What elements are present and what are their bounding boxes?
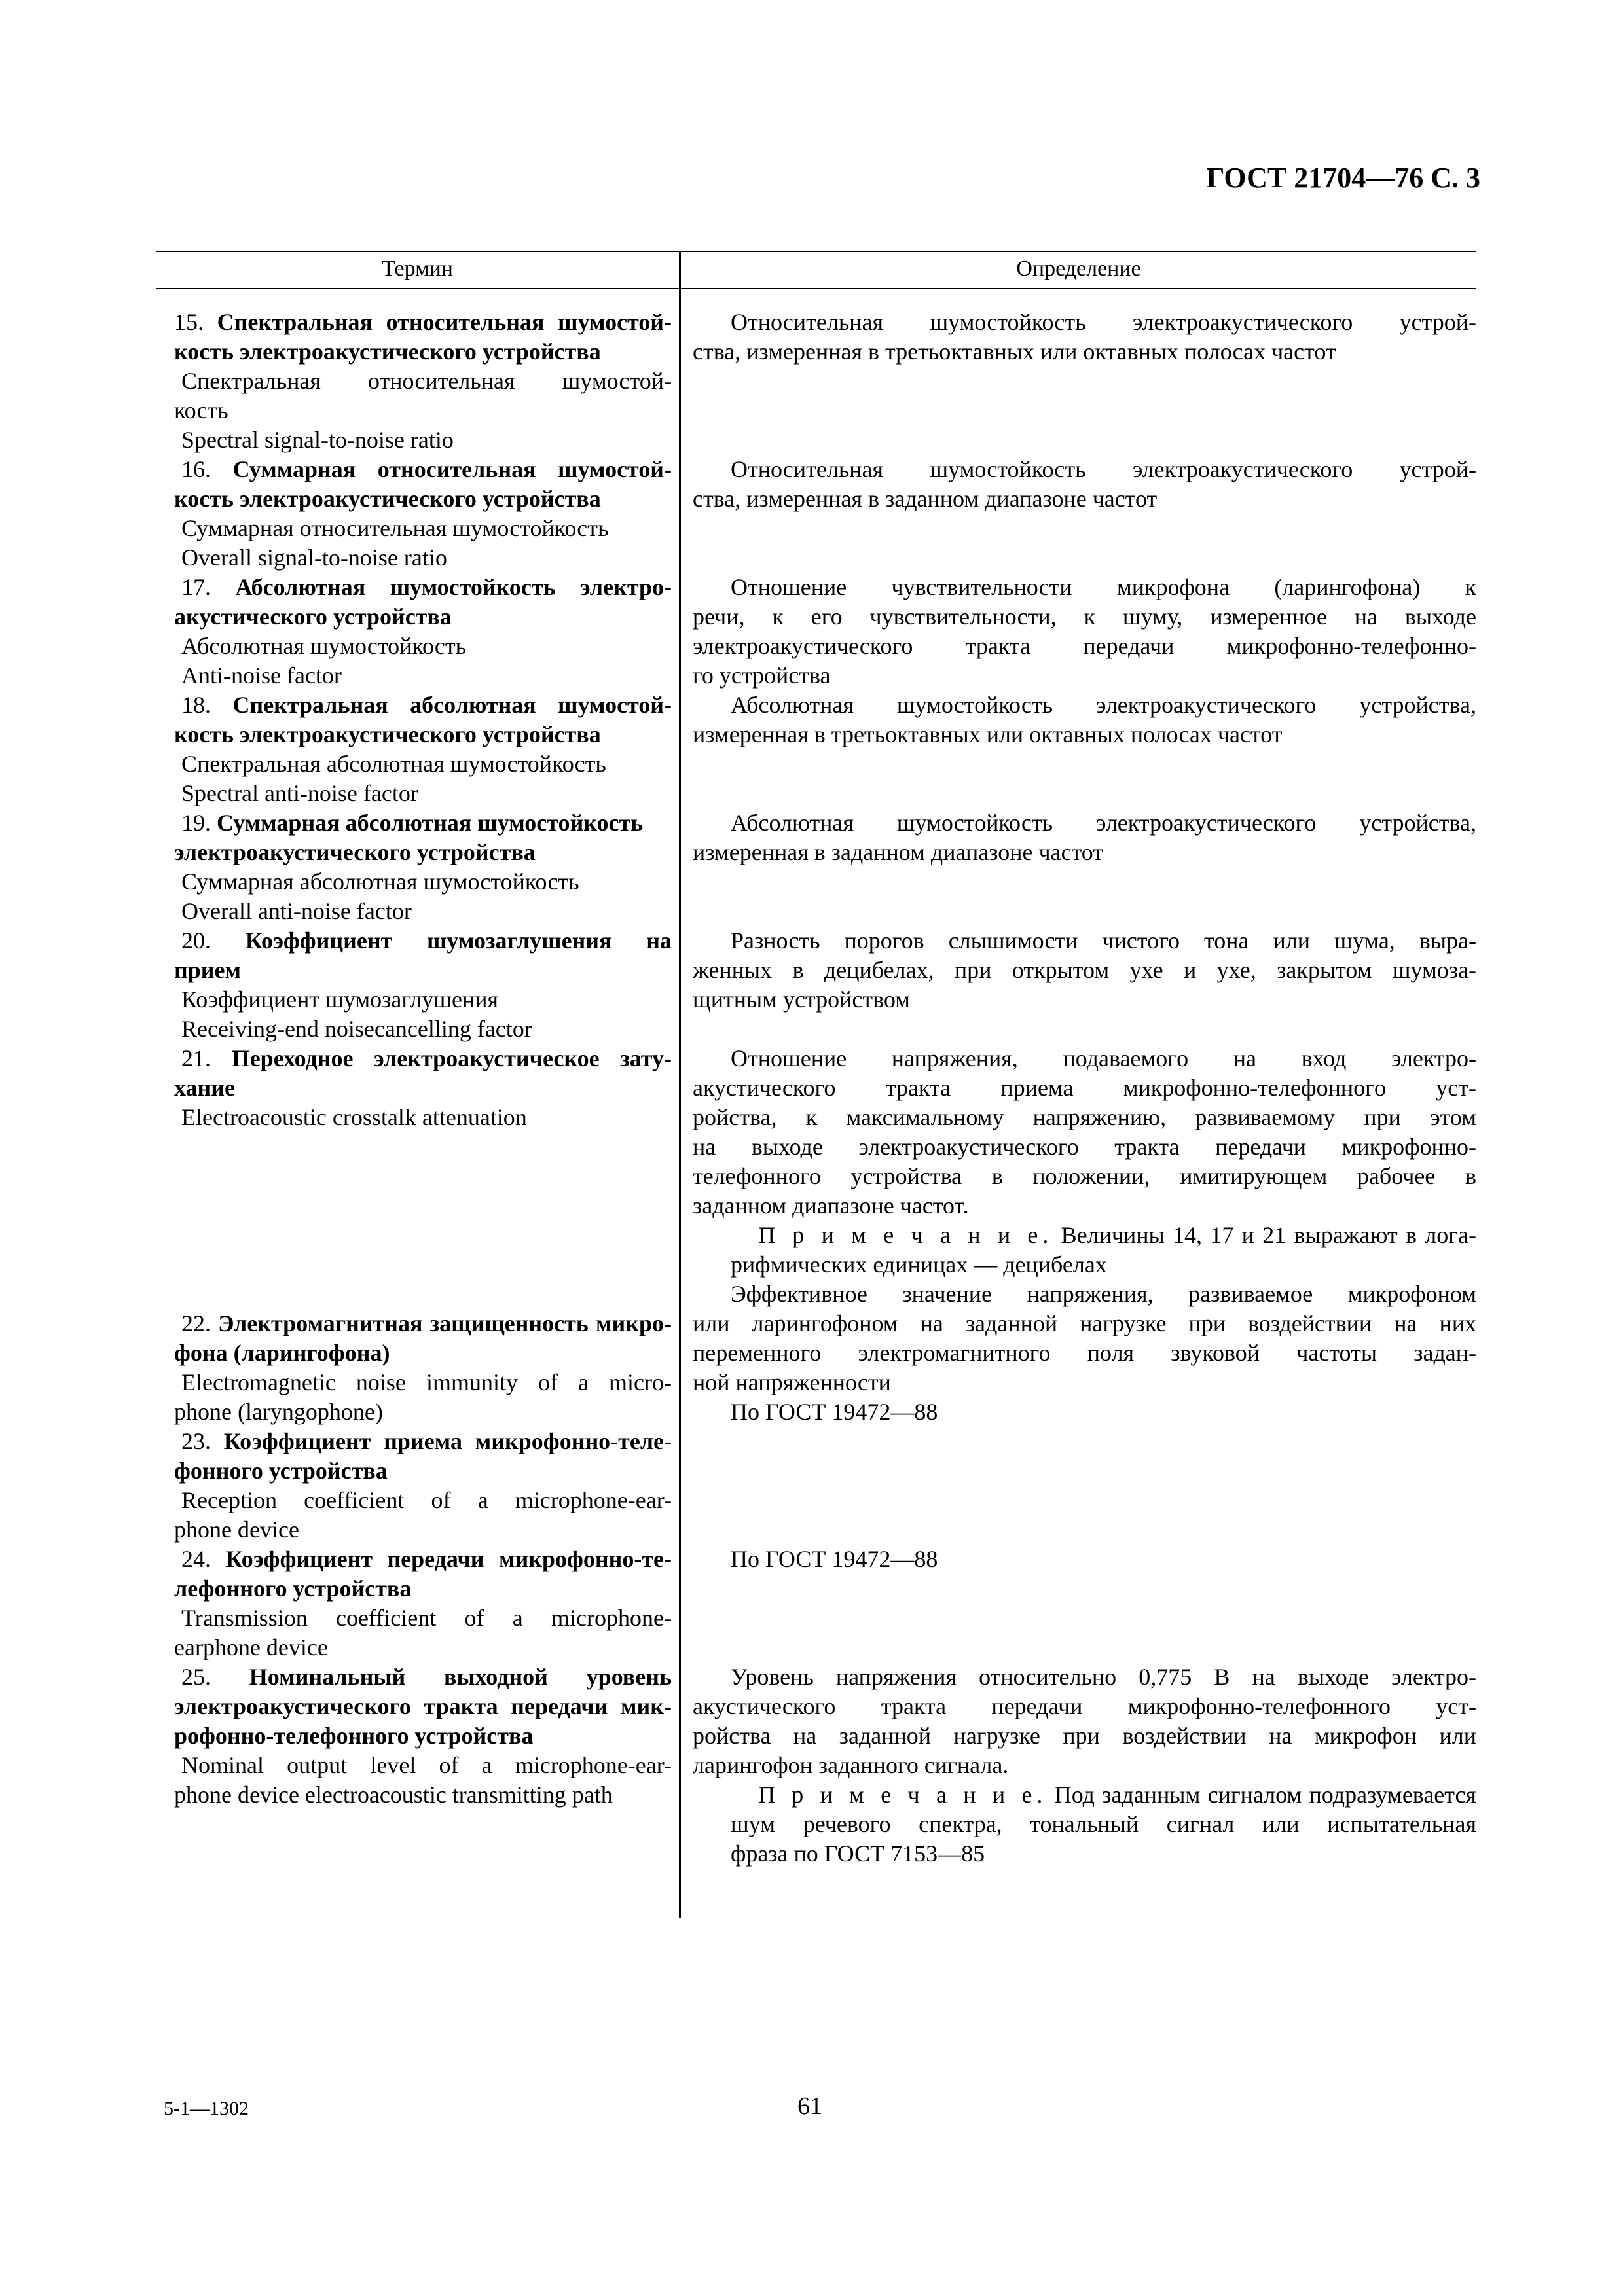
definition-line (693, 897, 1476, 926)
term-number: 22. (181, 1310, 219, 1336)
term-line (174, 1751, 672, 1780)
definition-line (693, 1839, 1476, 1869)
term-title: Переходное электроакустическое зату- (231, 1045, 672, 1071)
definition-text: По ГОСТ 19472—88 (731, 1546, 938, 1572)
term-line (174, 1633, 672, 1662)
definition-text: Под заданным сигналом подразумевается (1047, 1782, 1476, 1808)
definition-line (693, 1397, 1476, 1427)
definition-line (693, 1692, 1476, 1721)
definition-line (693, 985, 1476, 1014)
term-title: Спектральная абсолютная шумостой- (232, 692, 672, 718)
term-line (174, 1162, 672, 1191)
term-text: Spectral signal-to-noise ratio (181, 427, 454, 453)
definition-text: ройства, к максимальному напряжению, развиваемому при этом (693, 1104, 1476, 1130)
term-title: электроакустического устройства (174, 839, 536, 865)
term-line (174, 1014, 672, 1044)
definition-text: По ГОСТ 19472—88 (731, 1399, 938, 1425)
column-header-definition: Определение (1016, 257, 1141, 281)
definition-line (693, 367, 1476, 396)
term-title: кость электроакустического устройства (174, 721, 601, 747)
term-title: кость электроакустического устройства (174, 486, 601, 512)
definition-line (693, 543, 1476, 573)
definition-line (693, 661, 1476, 691)
definition-line (693, 1132, 1476, 1162)
term-line (174, 1103, 672, 1132)
column-divider (679, 251, 681, 1918)
table-top-rule (156, 251, 1476, 252)
term-line (174, 779, 672, 808)
definition-text: Отношение чувствительности микрофона (ларингофона) к (731, 574, 1476, 600)
term-title: Номинальный выходной уровень (249, 1664, 672, 1690)
definition-text: Величины 14, 17 и 21 выражают в лога- (1053, 1222, 1476, 1248)
definition-text: акустического тракта передачи микрофонно-телефонного уст- (693, 1693, 1476, 1719)
definition-line (693, 1338, 1476, 1368)
term-line (174, 1073, 672, 1103)
definition-line (693, 1456, 1476, 1486)
definition-text: акустического тракта приема микрофонно-телефонного уст- (693, 1075, 1476, 1101)
definition-line (693, 1515, 1476, 1545)
term-line (174, 1250, 672, 1280)
term-text: phone device electroacoustic transmitting path (174, 1782, 613, 1808)
term-line (174, 1309, 672, 1338)
term-line (174, 926, 672, 956)
definition-line (693, 838, 1476, 867)
term-line (174, 897, 672, 926)
term-line (174, 1280, 672, 1309)
term-line (174, 367, 672, 396)
definition-text: речи, к его чувствительности, к шуму, измеренное на выходе (693, 603, 1476, 630)
term-line (174, 337, 672, 367)
note-label: П р и м е ч а н и е. (758, 1782, 1048, 1808)
term-line (174, 484, 672, 514)
term-text: Electroacoustic crosstalk attenuation (181, 1104, 527, 1130)
term-text: Суммарная абсолютная шумостойкость (181, 869, 579, 895)
definition-line (693, 1810, 1476, 1839)
term-line (174, 1574, 672, 1604)
definition-text: женных в децибелах, при открытом ухе и ухе, закрытом шумоза- (693, 957, 1476, 983)
term-text: phone device (174, 1516, 299, 1543)
definition-text: измеренная в третьоктавных или октавных полосах частот (693, 721, 1283, 747)
term-line (174, 1721, 672, 1751)
term-number: 21. (181, 1045, 232, 1071)
definition-text: или ларингофоном на заданной нагрузке при воздействии на них (693, 1310, 1476, 1336)
term-line (174, 1397, 672, 1427)
term-line (174, 1132, 672, 1162)
term-line (174, 1044, 672, 1073)
term-line (174, 691, 672, 720)
term-line (174, 1368, 672, 1397)
definition-line (693, 1162, 1476, 1191)
term-line (174, 1515, 672, 1545)
term-title: акустического устройства (174, 603, 452, 630)
definition-line (693, 779, 1476, 808)
footer-code: 5-1—1302 (164, 2098, 249, 2119)
definition-line (693, 1221, 1476, 1250)
note-label: П р и м е ч а н и е. (758, 1222, 1053, 1248)
definition-text: Отношение напряжения, подаваемого на вход электро- (731, 1045, 1476, 1071)
terms-column (174, 308, 672, 1810)
term-title: кость электроакустического устройства (174, 338, 601, 365)
term-line (174, 838, 672, 867)
term-title: Абсолютная шумостойкость электро- (235, 574, 672, 600)
definition-line (693, 867, 1476, 897)
term-line (174, 1486, 672, 1515)
term-title: Суммарная относительная шумостой- (232, 456, 672, 482)
document-header: ГОСТ 21704—76 С. 3 (1206, 162, 1480, 194)
definition-line (693, 455, 1476, 484)
definition-text: ной напряженности (693, 1369, 891, 1395)
term-title: Спектральная относительная шумостой- (217, 309, 672, 335)
definition-line (693, 602, 1476, 632)
term-text: Коэффициент шумозаглушения (181, 986, 499, 1013)
definition-line (693, 1486, 1476, 1515)
term-line (174, 543, 672, 573)
definition-line (693, 1309, 1476, 1338)
definition-text: Абсолютная шумостойкость электроакустического устройства, (731, 810, 1476, 836)
definition-line (693, 1073, 1476, 1103)
term-line (174, 602, 672, 632)
term-title: электроакустического тракта передачи мик- (174, 1693, 672, 1719)
term-line (174, 720, 672, 749)
term-title: хание (174, 1075, 235, 1101)
definition-line (693, 308, 1476, 337)
definition-text: Относительная шумостойкость электроакустического устрой- (731, 309, 1476, 335)
definitions-column (693, 308, 1476, 1869)
definition-text: рифмических единицах — децибелах (731, 1251, 1107, 1278)
definition-line (693, 1574, 1476, 1604)
term-line (174, 1780, 672, 1810)
term-number: 16. (181, 456, 233, 482)
term-line (174, 455, 672, 484)
definition-text: переменного электромагнитного поля звуковой частоты задан- (693, 1340, 1476, 1366)
table-header-rule (156, 288, 1476, 289)
term-number: 20. (181, 927, 246, 954)
term-line (174, 573, 672, 602)
page-number: 61 (797, 2092, 822, 2120)
term-title: Электромагнитная защищенность микро- (218, 1310, 672, 1336)
term-text: Overall signal-to-noise ratio (181, 545, 447, 571)
definition-text: ства, измеренная в третьоктавных или октавных полосах частот (693, 338, 1336, 365)
definition-line (693, 1751, 1476, 1780)
term-number: 18. (181, 692, 233, 718)
term-number: 17. (181, 574, 236, 600)
definition-line (693, 1780, 1476, 1810)
term-text: earphone device (174, 1634, 328, 1660)
term-line (174, 308, 672, 337)
term-title: Коэффициент передачи микрофонно-те- (225, 1546, 672, 1572)
definition-text: Уровень напряжения относительно 0,775 В на выходе электро- (731, 1664, 1476, 1690)
definition-line (693, 1545, 1476, 1574)
definition-text: го устройства (693, 662, 831, 689)
definition-line (693, 425, 1476, 455)
term-line (174, 396, 672, 425)
term-text: Electromagnetic noise immunity of a micro- (181, 1369, 672, 1395)
term-text: Спектральная абсолютная шумостойкость (181, 751, 606, 777)
definition-line (693, 1014, 1476, 1044)
term-title: прием (174, 957, 242, 983)
definition-line (693, 484, 1476, 514)
term-line (174, 1545, 672, 1574)
definition-text: Относительная шумостойкость электроакустического устрой- (731, 456, 1476, 482)
term-number: 19. (181, 810, 217, 836)
term-text: Абсолютная шумостойкость (181, 633, 467, 659)
definition-text: фраза по ГОСТ 7153—85 (731, 1840, 985, 1867)
term-text: Спектральная относительная шумостой- (181, 368, 672, 394)
term-text: Transmission coefficient of a microphone- (181, 1605, 672, 1631)
definition-text: Эффективное значение напряжения, развиваемое микрофоном (731, 1281, 1476, 1307)
term-number: 15. (174, 309, 217, 335)
definition-text: на выходе электроакустического тракта передачи микрофонно- (693, 1134, 1476, 1160)
term-text: Overall anti-noise factor (181, 898, 412, 924)
definition-line (693, 573, 1476, 602)
term-line (174, 1604, 672, 1633)
definition-text: щитным устройством (693, 986, 910, 1013)
column-header-term: Термин (382, 257, 453, 281)
term-line (174, 1221, 672, 1250)
term-line (174, 1338, 672, 1368)
definition-line (693, 1368, 1476, 1397)
definition-line (693, 514, 1476, 543)
definition-line (693, 337, 1476, 367)
definition-line (693, 926, 1476, 956)
term-title: Суммарная абсолютная шумостойкость (217, 810, 644, 836)
definition-text: ства, измеренная в заданном диапазоне частот (693, 486, 1158, 512)
term-text: Spectral anti-noise factor (181, 780, 418, 806)
term-text: кость (174, 397, 228, 423)
term-text: phone (laryngophone) (174, 1399, 383, 1425)
definition-line (693, 720, 1476, 749)
definition-line (693, 808, 1476, 838)
definition-text: Разность порогов слышимости чистого тона или шума, выра- (731, 927, 1476, 954)
definition-line (693, 956, 1476, 985)
definition-text: электроакустического тракта передачи микрофонно-телефонно- (693, 633, 1476, 659)
term-line (174, 1427, 672, 1456)
definition-line (693, 1191, 1476, 1221)
definition-text: телефонного устройства в положении, имитирующем рабочее в (693, 1163, 1476, 1189)
term-line (174, 956, 672, 985)
definition-line (693, 396, 1476, 425)
term-line (174, 1662, 672, 1692)
term-title: фонного устройства (174, 1458, 388, 1484)
definition-line (693, 1250, 1476, 1280)
definition-line (693, 1044, 1476, 1073)
definition-line (693, 749, 1476, 779)
term-line (174, 749, 672, 779)
term-line (174, 661, 672, 691)
definition-line (693, 1103, 1476, 1132)
term-title: фона (ларингофона) (174, 1340, 390, 1366)
term-line (174, 985, 672, 1014)
term-line (174, 425, 672, 455)
definition-line (693, 1721, 1476, 1751)
definition-line (693, 1662, 1476, 1692)
term-line (174, 632, 672, 661)
term-title: лефонного устройства (174, 1575, 412, 1602)
term-line (174, 1191, 672, 1221)
term-text: Nominal output level of a microphone-ear- (181, 1752, 672, 1778)
definition-text: ларингофон заданного сигнала. (693, 1752, 1009, 1778)
definition-text: ройства на заданной нагрузке при воздействии на микрофон или (693, 1723, 1476, 1749)
term-title: рофонно-телефонного устройства (174, 1723, 534, 1749)
term-number: 25. (181, 1664, 249, 1690)
definition-line (693, 1427, 1476, 1456)
term-text: Reception coefficient of a microphone-ear- (181, 1487, 672, 1513)
term-line (174, 867, 672, 897)
term-line (174, 1456, 672, 1486)
term-line (174, 1692, 672, 1721)
definition-line (693, 1633, 1476, 1662)
definition-line (693, 1604, 1476, 1633)
term-text: Receiving-end noisecancelling factor (181, 1016, 532, 1042)
term-line (174, 808, 672, 838)
definition-line (693, 632, 1476, 661)
definition-text: измеренная в заданном диапазоне частот (693, 839, 1104, 865)
definition-line (693, 691, 1476, 720)
definition-text: Абсолютная шумостойкость электроакустического устройства, (731, 692, 1476, 718)
term-title: Коэффициент шумозаглушения на (245, 927, 672, 954)
term-text: Суммарная относительная шумостойкость (181, 515, 609, 541)
term-number: 23. (181, 1428, 224, 1454)
term-text: Anti-noise factor (181, 662, 342, 689)
term-title: Коэффициент приема микрофонно-теле- (223, 1428, 672, 1454)
term-line (174, 514, 672, 543)
definition-text: заданном диапазоне частот. (693, 1193, 969, 1219)
definition-line (693, 1280, 1476, 1309)
term-number: 24. (181, 1546, 226, 1572)
definition-text: шум речевого спектра, тональный сигнал или испытательная (731, 1811, 1476, 1837)
